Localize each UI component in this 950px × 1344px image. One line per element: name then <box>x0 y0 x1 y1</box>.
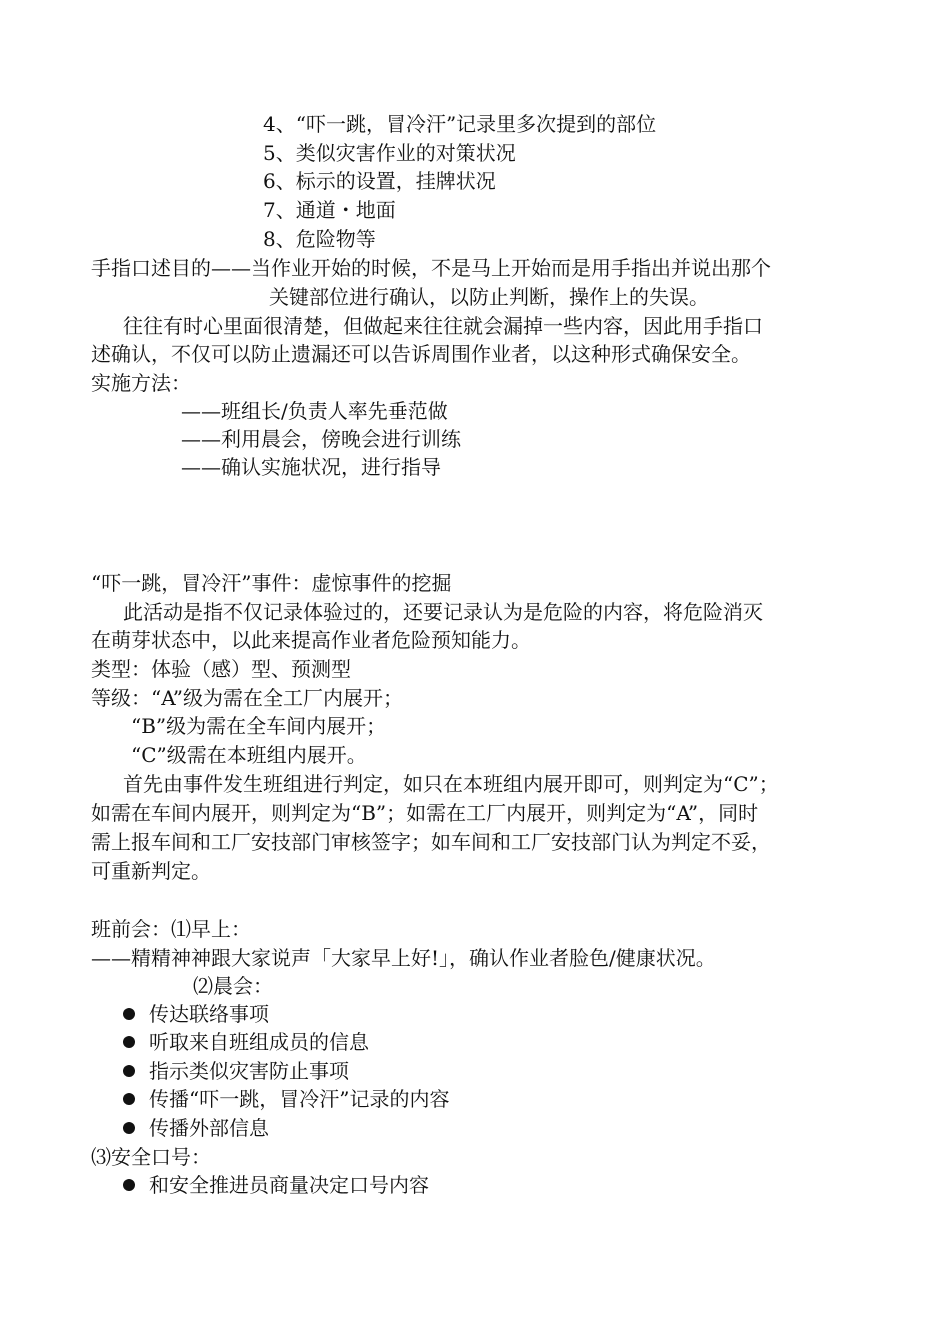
list-item: 8、危险物等 <box>263 227 376 251</box>
grade-a: 等级：“A”级为需在全工厂内展开； <box>91 686 403 710</box>
near-miss-heading: “吓一跳，冒冷汗”事件：虚惊事件的挖掘 <box>91 571 452 595</box>
grade-b: “B”级为需在全车间内展开； <box>131 714 387 738</box>
bullet-icon <box>123 1065 135 1077</box>
bullet-icon <box>123 1122 135 1134</box>
judgement-paragraph-continued: 需上报车间和工厂安技部门审核签字；如车间和工厂安技部门认为判定不妥， <box>91 830 771 854</box>
morning-item-text: 指示类似灾害防止事项 <box>149 1059 349 1083</box>
near-miss-paragraph-continued: 在萌芽状态中，以此来提高作业者危险预知能力。 <box>91 628 531 652</box>
list-item <box>123 1000 913 1029</box>
judgement-paragraph-continued: 可重新判定。 <box>91 859 211 883</box>
list-item <box>123 1114 913 1143</box>
bullet-icon <box>123 1036 135 1048</box>
pre-shift-title: 班前会：⑴早上： <box>91 917 251 941</box>
method-item: ——班组长/负责人率先垂范做 <box>181 399 448 423</box>
near-miss-types: 类型：体验（感）型、预测型 <box>91 657 351 681</box>
morning-item-text: 传达联络事项 <box>149 1002 269 1026</box>
bullet-icon <box>123 1093 135 1105</box>
morning-item-text: 传播外部信息 <box>149 1116 269 1140</box>
list-item <box>123 1028 913 1057</box>
pointing-call-paragraph-continued: 述确认，不仅可以防止遗漏还可以告诉周围作业者，以这种形式确保安全。 <box>91 342 751 366</box>
slogan-label: ⑶安全口号： <box>91 1145 211 1169</box>
grade-c: “C”级需在本班组内展开。 <box>131 743 367 767</box>
bullet-icon <box>123 1008 135 1020</box>
list-item <box>123 1057 913 1086</box>
near-miss-paragraph: 此活动是指不仅记录体验过的，还要记录认为是危险的内容，将危险消灭 <box>123 600 763 624</box>
method-item: ——利用晨会，傍晚会进行训练 <box>181 427 461 451</box>
judgement-paragraph: 首先由事件发生班组进行判定，如只在本班组内展开即可，则判定为“C”； <box>123 772 779 796</box>
list-item <box>123 1171 913 1200</box>
morning-meeting-label: ⑵晨会： <box>193 974 273 998</box>
bullet-icon <box>123 1179 135 1191</box>
list-item <box>123 1085 913 1114</box>
list-item: 6、标示的设置，挂牌状况 <box>263 169 496 193</box>
pointing-call-definition: 手指口述目的——当作业开始的时候，不是马上开始而是用手指出并说出那个 <box>91 256 771 280</box>
list-item: 5、类似灾害作业的对策状况 <box>263 141 516 165</box>
judgement-paragraph-continued: 如需在车间内展开，则判定为“B”；如需在工厂内展开，则判定为“A”，同时 <box>91 801 759 825</box>
pre-shift-greeting: ——精精神神跟大家说声「大家早上好!」，确认作业者脸色/健康状况。 <box>91 946 716 970</box>
pointing-call-definition-continued: 关键部位进行确认，以防止判断，操作上的失误。 <box>269 285 709 309</box>
list-item: 4、“吓一跳，冒冷汗”记录里多次提到的部位 <box>263 112 657 136</box>
pointing-call-paragraph: 往往有时心里面很清楚，但做起来往往就会漏掉一些内容，因此用手指口 <box>123 314 763 338</box>
morning-item-text: 听取来自班组成员的信息 <box>149 1030 369 1054</box>
method-item: ——确认实施状况，进行指导 <box>181 455 441 479</box>
morning-item-text: 传播“吓一跳，冒冷汗”记录的内容 <box>149 1087 450 1111</box>
slogan-item-text: 和安全推进员商量决定口号内容 <box>149 1173 429 1197</box>
list-item: 7、通道・地面 <box>263 198 396 222</box>
method-label: 实施方法： <box>91 371 191 395</box>
